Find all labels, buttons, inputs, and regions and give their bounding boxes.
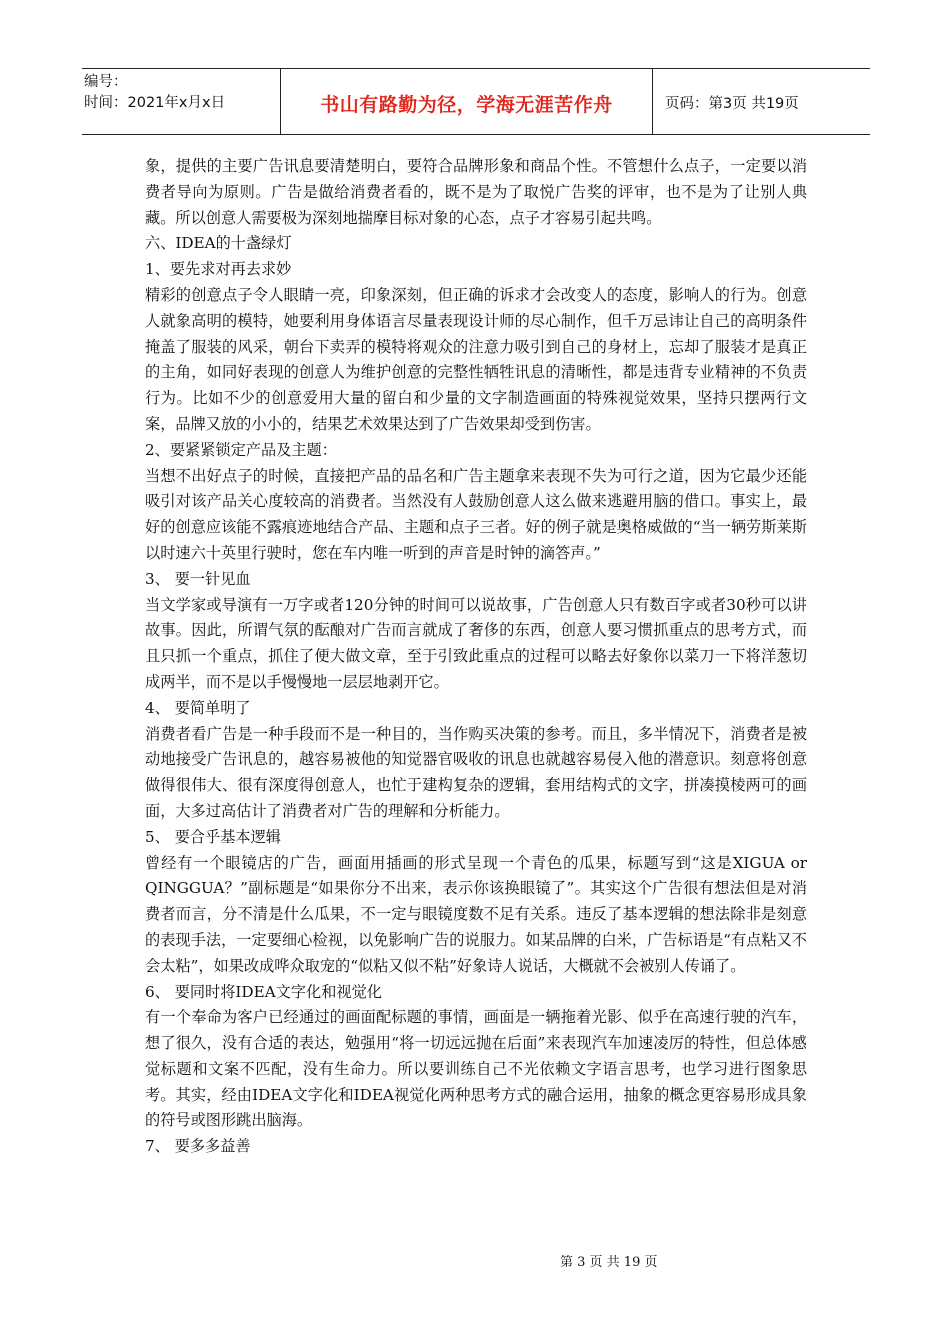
item-heading: 5、 要合乎基本逻辑 [145,827,281,846]
document-body [145,154,807,1160]
item-heading: 6、 要同时将IDEA文字化和视觉化 [145,982,382,1001]
paragraph: 精彩的创意点子令人眼睛一亮，印象深刻，但正确的诉求才会改变人的态度，影响人的行为。创意人就象高明的模特，她要利用身体语言尽量表现设计师的尽心制作，但千万忌讳让自己的高明条件掩盖了服装的风采，朝台下卖弄的模特将观众的注意力吸引到自己的身材上，忘却了服装才是真正的主角，如同好表现的创意人为维护创意的完整性牺牲讯息的清晰性，都是违背专业精神的不负责行为。比如不少的创意爱用大量的留白和少量的文字制造画面的特殊视觉效果，坚持只摆两行文案，品牌又放的小小的，结果艺术效果达到了广告效果却受到伤害。 [145,285,807,433]
item-heading: 7、 要多多益善 [145,1137,251,1156]
item-heading: 4、 要简单明了 [145,698,251,717]
paragraph: 当文学家或导演有一万字或者120分钟的时间可以说故事，广告创意人只有数百字或者30秒可以讲故事。因此，所谓气氛的酝酿对广告而言就成了奢侈的东西，创意人要习惯抓重点的思考方式，而且只抓一个重点，抓住了便大做文章，至于引致此重点的过程可以略去好象你以菜刀一下将洋葱切成两半，而不是以手慢慢地一层层地剥开它。 [145,595,807,691]
paragraph: 消费者看广告是一种手段而不是一种目的，当作购买决策的参考。而且，多半情况下，消费者是被动地接受广告讯息的，越容易被他的知觉器官吸收的讯息也就越容易侵入他的潜意识。刻意将创意做得很伟大、很有深度得创意人，也忙于建构复杂的逻辑，套用结构式的文字，拼凑摸棱两可的画面，大多过高估计了消费者对广告的理解和分析能力。 [145,724,807,820]
page-header [82,68,870,135]
paragraph: 有一个奉命为客户已经通过的画面配标题的事情，画面是一辆拖着光影、似乎在高速行驶的汽车，想了很久，没有合适的表达，勉强用“将一切远远抛在后面”来表现汽车加速凌厉的特性，但总体感觉标题和文案不匹配，没有生命力。所以要训练自己不光依赖文字语言思考，也学习进行图象思考。其实，经由IDEA文字化和IDEA视觉化两种思考方式的融合运用，抽象的概念更容易形成具象的符号或图形跳出脑海。 [145,1008,807,1130]
section-heading: 六、IDEA的十盏绿灯 [145,234,292,253]
header-page-info: 页码：第3页 共19页 [665,96,799,112]
paragraph: 当想不出好点子的时候，直接把产品的品名和广告主题拿来表现不失为可行之道，因为它最少还能吸引对该产品关心度较高的消费者。当然没有人鼓励创意人这么做来逃避用脑的借口。事实上，最好的创意应该能不露痕迹地结合产品、主题和点子三者。好的例子就是奥格威做的“当一辆劳斯莱斯以时速六十英里行驶时，您在车内唯一听到的声音是时钟的滴答声。” [145,466,807,562]
item-heading: 3、 要一针见血 [145,569,251,588]
item-heading: 1、要先求对再去求妙 [145,260,292,279]
paragraph: 曾经有一个眼镜店的广告，画面用插画的形式呈现一个青色的瓜果，标题写到“这是XIGUA or QINGGUA？”副标题是“如果你分不出来，表示你该换眼镜了”。其实这个广告很有想法但是对消费者而言，分不清是什么瓜果，不一定与眼镜度数不足有关系。违反了基本逻辑的想法除非是刻意的表现手法，一定要细心检视，以免影响广告的说服力。如某品牌的白米，广告标语是“有点粘又不会太粘”，如果改成哗众取宠的“似粘又似不粘”好象诗人说话，大概就不会被别人传诵了。 [145,853,807,975]
document-number-label: 编号： [84,74,128,90]
paragraph: 象，提供的主要广告讯息要清楚明白，要符合品牌形象和商品个性。不管想什么点子，一定要以消费者导向为原则。广告是做给消费者看的，既不是为了取悦广告奖的评审，也不是为了让别人典藏。所以创意人需要极为深刻地揣摩目标对象的心态，点子才容易引起共鸣。 [145,157,807,227]
header-motto: 书山有路勤为径，学海无涯苦作舟 [280,69,653,134]
item-heading: 2、要紧紧锁定产品及主题： [145,440,337,459]
page-footer: 第 3 页 共 19 页 [560,1255,658,1270]
document-date: 时间：2021年x月x日 [84,95,226,111]
header-meta [82,69,280,134]
